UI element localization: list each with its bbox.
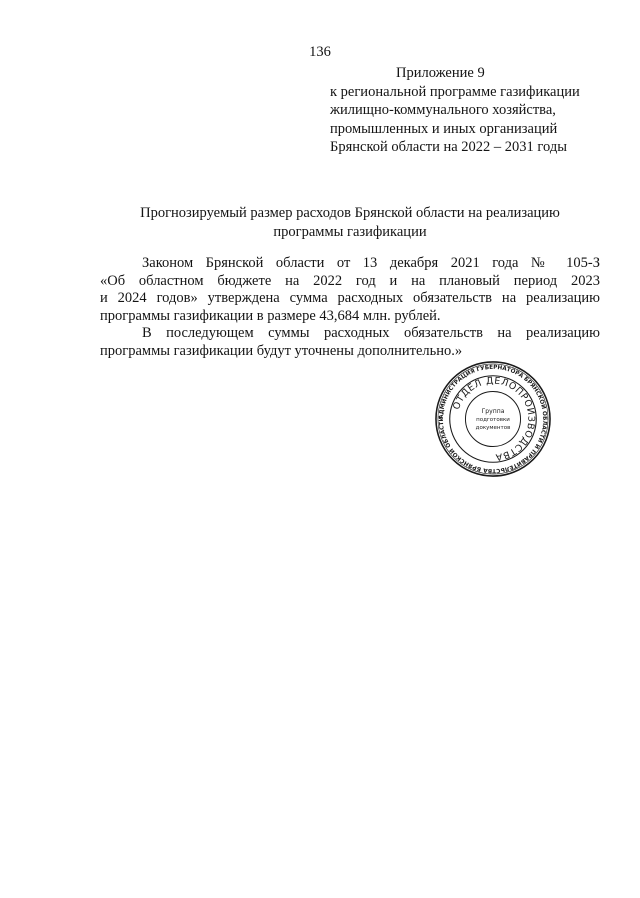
- paragraph-line: В последующем суммы расходных обязательств на реализацию: [142, 325, 600, 342]
- appendix-line: жилищно-коммунального хозяйства,: [330, 102, 556, 118]
- stamp-center-line: Группа: [481, 408, 505, 416]
- paragraph-line: программы газификации в размере 43,684 млн. рублей.: [100, 307, 441, 324]
- paragraph-line: и 2024 годов» утверждена сумма расходных обязательств на реализацию: [100, 290, 600, 307]
- paragraph-budget-law: [100, 255, 600, 325]
- official-stamp: [434, 360, 552, 478]
- stamp-center-line: подготовки: [476, 416, 510, 423]
- paragraph-line: программы газификации будут уточнены дополнительно.»: [100, 342, 463, 359]
- stamp-center-line: документов: [475, 424, 511, 431]
- appendix-line: промышленных и иных организаций: [330, 120, 558, 137]
- appendix-header: [330, 64, 630, 157]
- appendix-title: Приложение 9: [396, 65, 485, 81]
- stamp-middle-text: ОТДЕЛ ДЕЛОПРОИЗВОДСТВА: [451, 375, 537, 463]
- paragraph-line: Законом Брянской области от 13 декабря 2021 года № 105-З: [142, 255, 600, 271]
- stamp-outer-text: АДМИНИСТРАЦИЯ ГУБЕРНАТОРА БРЯНСКОЙ ОБЛАСТИ И ПРАВИТЕЛЬСТВА БРЯНСКОЙ ОБЛАСТИ: [438, 364, 548, 474]
- document-title-line: программы газификации: [273, 224, 427, 240]
- document-title-line: Прогнозируемый размер расходов Брянской области на реализацию: [140, 205, 560, 221]
- document-body: [100, 255, 600, 361]
- document-title: [0, 204, 640, 242]
- appendix-line: Брянской области на 2022 – 2031 годы: [330, 139, 567, 155]
- paragraph-line: «Об областном бюджете на 2022 год и на плановый период 2023: [100, 272, 600, 289]
- appendix-line: к региональной программе газификации: [330, 83, 580, 100]
- page-number: 136: [309, 44, 331, 60]
- paragraph-future-clarification: [100, 325, 600, 360]
